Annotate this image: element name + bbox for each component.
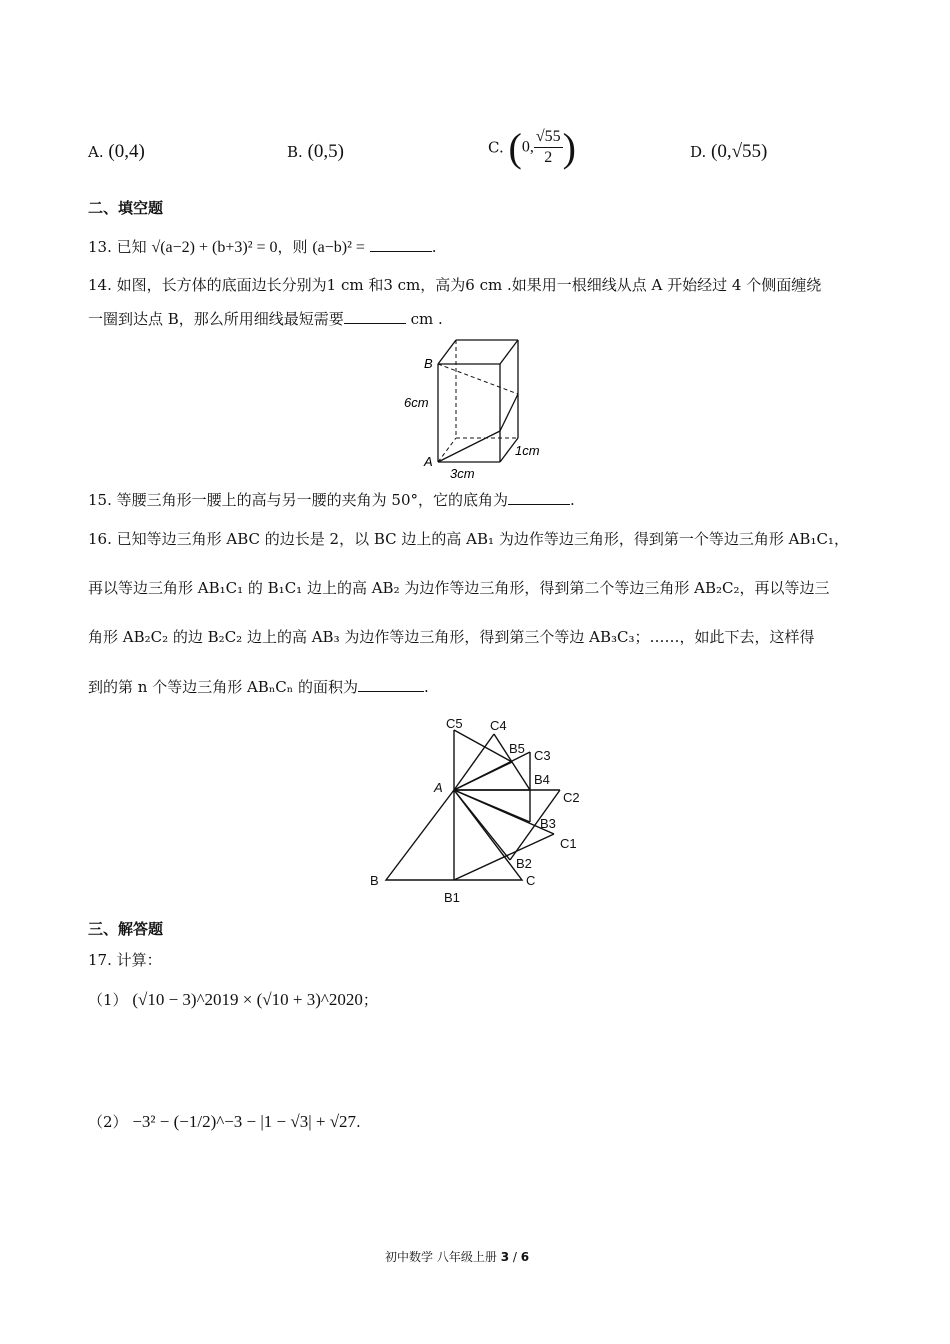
question-number: 15. [88,491,112,509]
paren-left: ( [508,125,522,170]
label-b: B [424,356,433,371]
q14-unit: cm . [410,310,443,328]
answer-blank[interactable] [344,309,406,324]
option-b [287,141,344,163]
label-width: 3cm [450,466,475,481]
footer-page-total: 6 [520,1250,530,1264]
label-a: A [434,780,443,795]
part-end-mark: . [356,1113,361,1131]
q14-line-1: 如图，长方体的底面边长分别为1 cm 和3 cm，高为6 cm .如果用一根细线从点 A 开始经过 4 个侧面缠绕 [116,276,822,294]
fraction-denominator: 2 [544,149,553,166]
option-letter: B. [287,143,303,161]
q13-target: (a−b)² = [312,239,365,256]
label-c4: C4 [490,718,507,733]
paren-right: ) [562,125,576,170]
option-letter: A. [88,143,104,161]
prism-figure [400,334,560,482]
question-number: 14. [88,276,112,294]
option-letter: D. [690,143,707,161]
option-value: (0,4) [108,141,145,162]
label-c2: C2 [563,790,580,805]
footer-page-number: 3 [500,1250,510,1264]
part-label: （1） [88,991,128,1009]
label-b4: B4 [534,772,550,787]
label-b: B [370,873,379,888]
q16-line-3: 角形 AB₂C₂ 的边 B₂C₂ 边上的高 AB₃ 为边作等边三角形，得到第三个等边 AB₃C₃；……，如此下去，这样得 [88,628,815,646]
footer-subject: 初中数学 [385,1250,434,1264]
option-c-fraction [534,127,563,168]
q17-part-2-expression: −3² − (−1/2)^−3 − |1 − √3| + √27 [132,1112,357,1131]
question-14 [88,275,821,295]
label-b3: B3 [540,816,556,831]
part-label: （2） [88,1113,128,1131]
string-path [438,431,500,462]
prism-hidden-edge [438,438,456,462]
option-c [488,124,576,171]
q16-line-1: 已知等边三角形 ABC 的边长是 2，以 BC 边上的高 AB₁ 为边作等边三角形，得到第一个等边三角形 AB₁C₁， [116,530,849,548]
label-height: 6cm [404,395,429,410]
answer-blank[interactable] [370,237,432,252]
q17-title: 计算： [116,951,162,969]
footer-separator: / [512,1250,517,1264]
height-ab5 [454,762,512,790]
label-c: C [526,873,536,888]
q15-period: . [570,491,575,509]
edge-b1c1 [454,834,554,880]
q15-text: 等腰三角形一腰上的高与另一腰的夹角为 50°，它的底角为 [116,491,508,509]
part-end-mark: ； [362,991,378,1009]
fraction-numerator: √55 [534,127,563,148]
q13-connector: ，则 [277,238,308,256]
label-b2: B2 [516,856,532,871]
question-15 [88,490,575,510]
q17-part-1-expression: (√10 − 3)^2019 × (√10 + 3)^2020 [132,990,363,1009]
label-c5: C5 [446,716,463,731]
q16-line-2: 再以等边三角形 AB₁C₁ 的 B₁C₁ 边上的高 AB₂ 为边作等边三角形，得到第二个等边三角形 AB₂C₂，再以等边三 [88,579,830,597]
question-17 [88,950,162,970]
label-a: A [424,454,433,469]
label-b5: B5 [509,741,525,756]
q13-prefix: 已知 [116,238,147,256]
section-title-fill-blank: 二、填空题 [88,199,164,217]
section-title-answer: 三、解答题 [88,920,164,938]
q17-part-1 [88,990,378,1010]
q14-line-2-text: 一圈到达点 B，那么所用细线最短需要 [88,310,344,328]
question-number: 16. [88,530,112,548]
q13-period: . [431,238,437,256]
q17-part-2 [88,1112,361,1132]
label-c1: C1 [560,836,577,851]
option-value: (0,5) [307,141,344,162]
question-16 [88,529,849,549]
edge-ac4 [454,734,494,790]
footer-grade: 八年级上册 [436,1250,497,1264]
question-number: 13. [88,238,112,256]
answer-blank[interactable] [358,677,424,692]
edge-b5c5 [454,730,512,762]
question-number: 17. [88,951,112,969]
option-letter: C. [488,138,504,157]
label-b1: B1 [444,890,460,905]
q13-equation: √(a−2) + (b+3)² = 0 [151,239,278,256]
option-value: (0,√55) [711,141,768,162]
label-c3: C3 [534,748,551,763]
q16-period: . [424,678,429,696]
height-ab2 [454,790,510,860]
q16-line-4 [88,677,429,697]
q16-line-4-text: 到的第 n 个等边三角形 ABₙCₙ 的面积为 [88,678,359,696]
option-c-prefix: 0, [521,138,534,156]
option-a [88,141,145,163]
string-path [500,394,518,431]
prism-edge [438,340,456,364]
page-footer [385,1248,529,1265]
string-hidden-path [438,364,518,394]
question-13 [88,237,437,258]
label-depth: 1cm [515,443,540,458]
answer-blank[interactable] [508,490,570,505]
question-14-line-2 [88,309,443,329]
triangles-figure [360,712,600,907]
prism-edge [500,340,518,364]
option-d [690,141,767,163]
